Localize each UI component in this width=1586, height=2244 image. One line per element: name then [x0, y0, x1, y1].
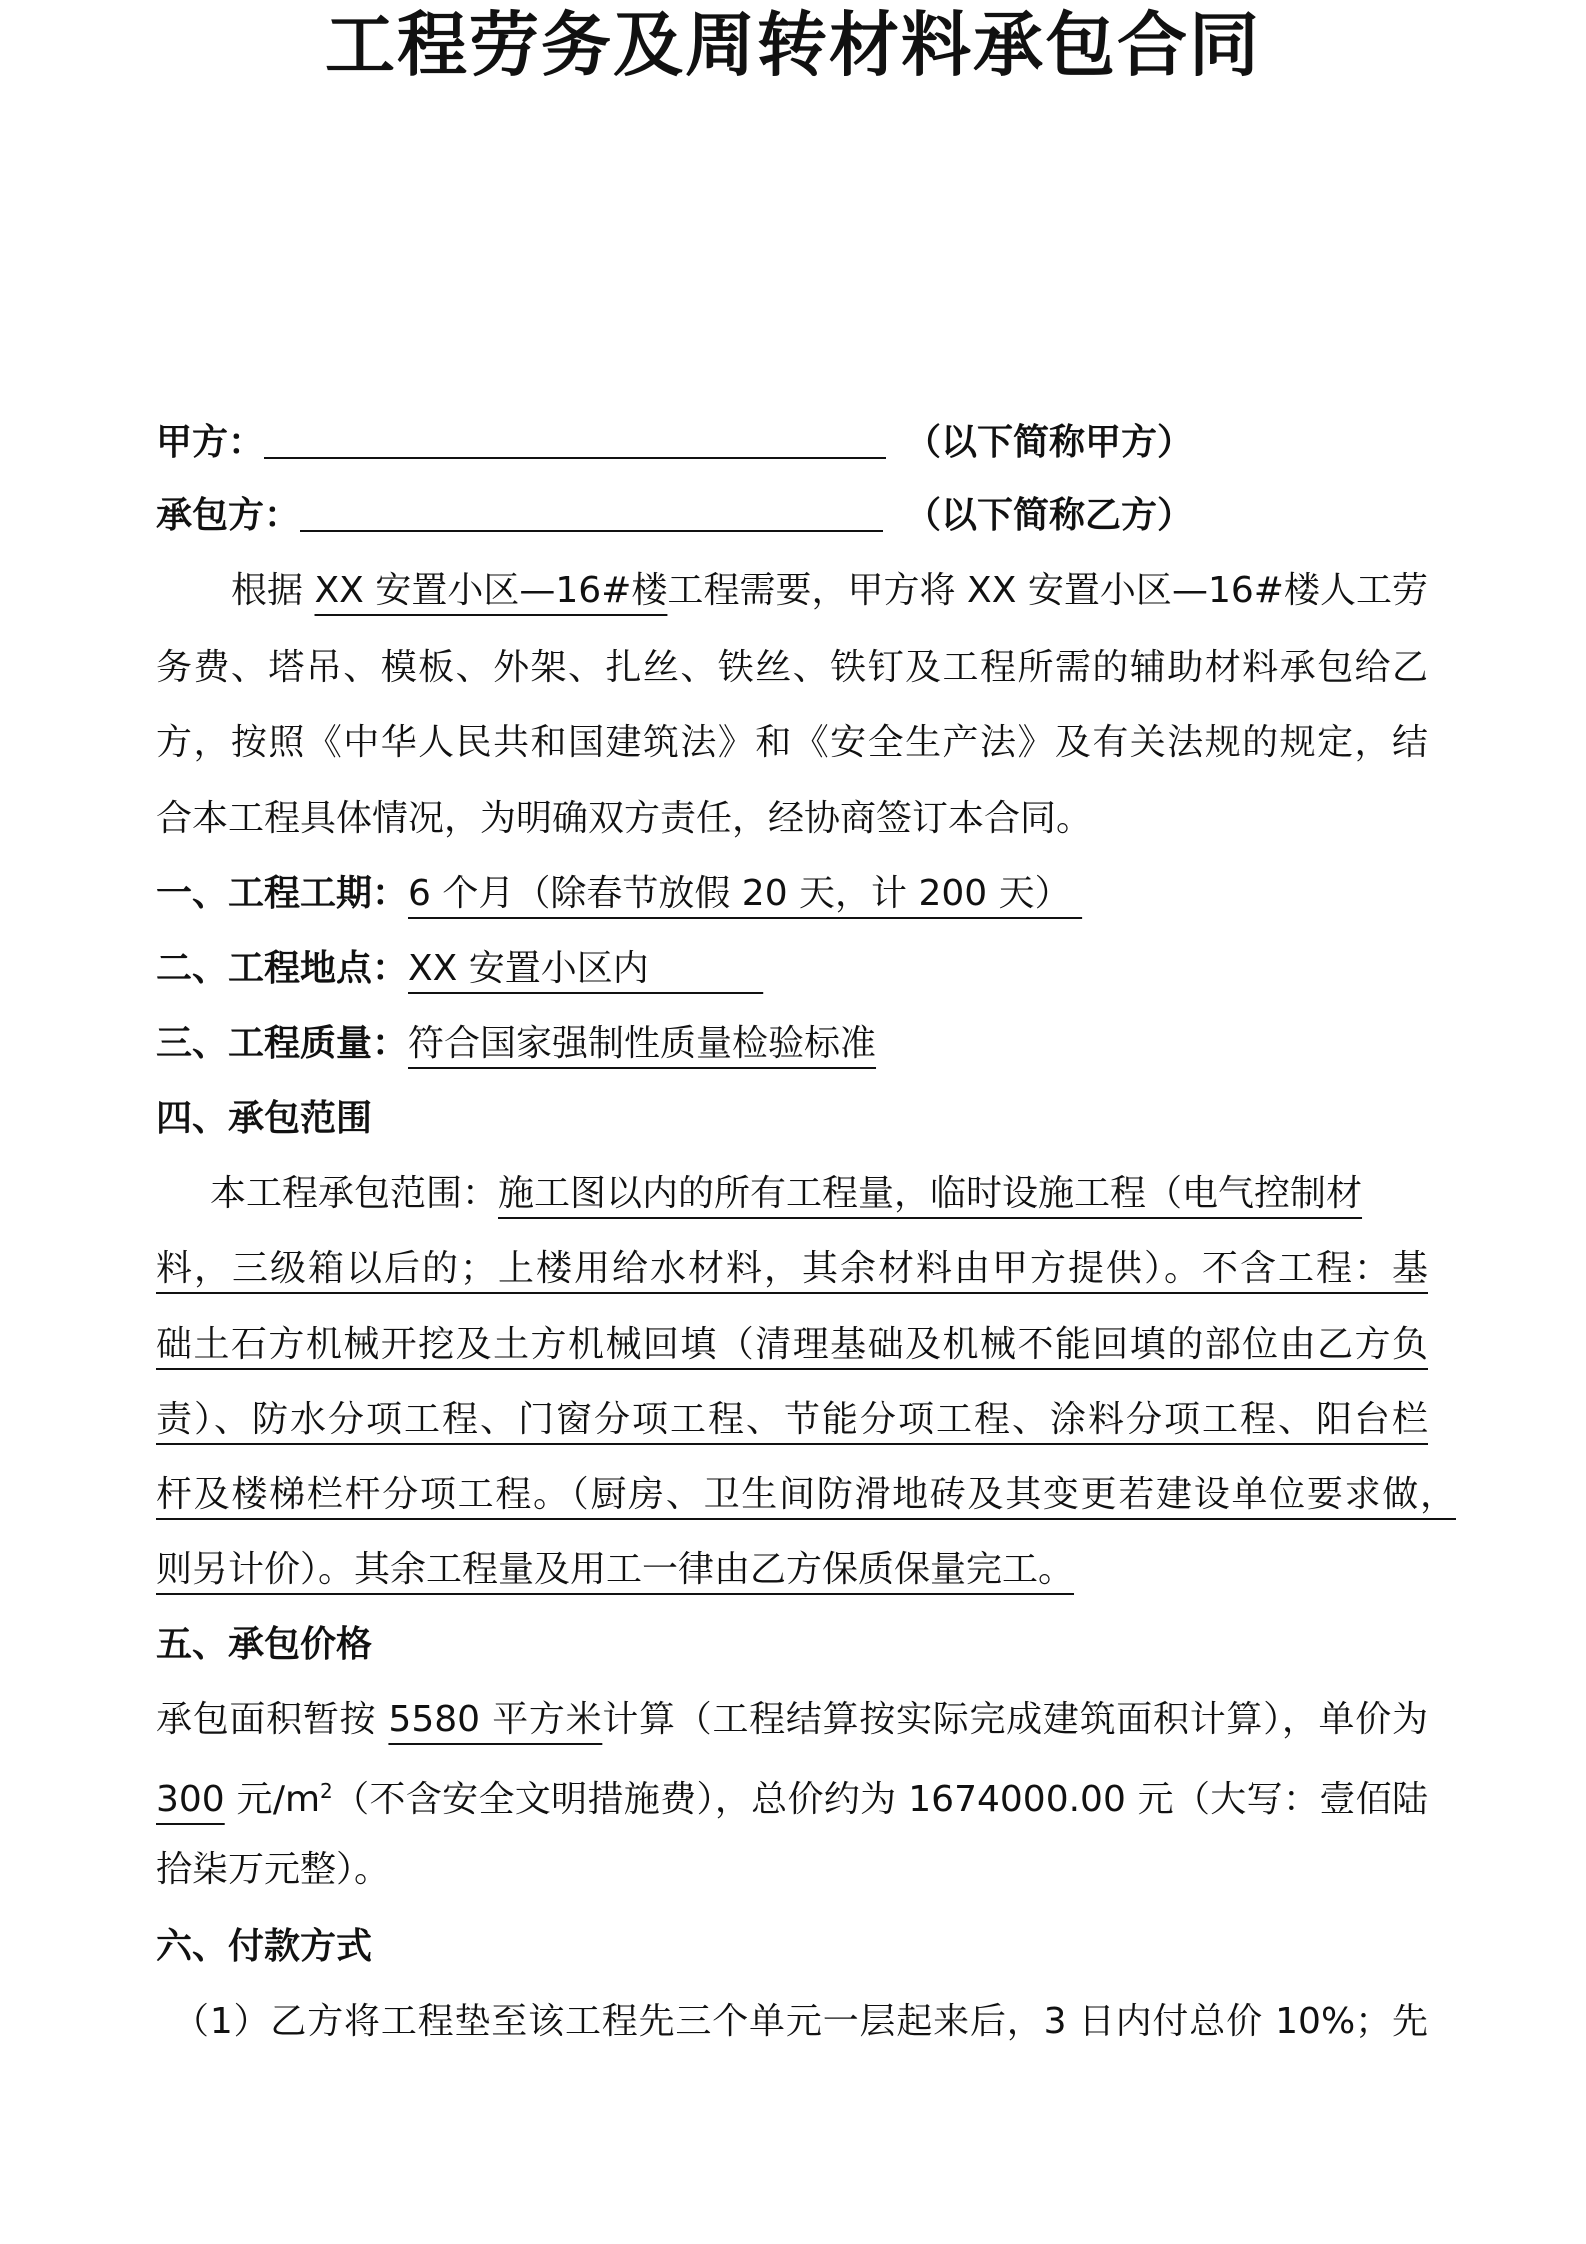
party-a-blank	[264, 413, 886, 459]
text-line	[156, 1540, 1428, 1600]
text-line	[156, 1840, 1428, 1900]
text-line	[156, 1390, 1428, 1450]
party-a-label: 甲方：	[156, 422, 265, 463]
text-line	[156, 1465, 1456, 1525]
text-segment: 拾柒万元整）。	[156, 1849, 391, 1890]
text-segment: 方，按照《中华人民共和国建筑法》和《安全生产法》及有关法规的规定，结	[156, 722, 1428, 763]
filled-field: XX 安置小区内	[408, 948, 764, 989]
text-line	[156, 713, 1428, 773]
text-segment: 本工程承包范围：	[210, 1173, 499, 1214]
filled-field: 料，三级箱以后的；上楼用给水材料，其余材料由甲方提供）。不含工程：基	[156, 1248, 1428, 1289]
text-segment: 二、工程地点：	[156, 948, 409, 989]
text-segment: 一、工程工期：	[156, 873, 409, 914]
text-segment: 承包面积暂按	[156, 1699, 389, 1740]
text-segment: 六、付款方式	[156, 1926, 373, 1967]
text-line	[156, 789, 1428, 849]
text-line	[156, 1315, 1428, 1375]
section-heading	[156, 1615, 1428, 1675]
text-line	[156, 1770, 1428, 1830]
section-heading	[156, 1089, 1428, 1149]
party-a-row	[156, 413, 1428, 473]
text-segment: 务费、塔吊、模板、外架、扎丝、铁丝、铁钉及工程所需的辅助材料承包给乙	[156, 647, 1428, 688]
text-segment: 五、承包价格	[156, 1624, 373, 1665]
text-segment: 根据	[231, 570, 315, 611]
text-line	[156, 1239, 1428, 1299]
text-segment: （不含安全文明措施费），总价约为 1674000.00 元（大写：壹佰陆	[332, 1779, 1428, 1820]
party-a-note: （以下简称甲方）	[905, 422, 1194, 463]
party-b-row	[156, 486, 1428, 546]
section-heading	[156, 1917, 1428, 1977]
filled-field: 300	[156, 1779, 225, 1820]
text-line	[156, 1014, 1428, 1074]
filled-field: 5580 平方米	[388, 1699, 603, 1740]
text-segment: 工程需要，甲方将 XX 安置小区—16#楼人工劳	[667, 570, 1428, 611]
party-b-label: 承包方：	[156, 495, 301, 536]
filled-field: 责）、防水分项工程、门窗分项工程、节能分项工程、涂料分项工程、阳台栏	[156, 1399, 1428, 1440]
text-segment: 元/m	[224, 1779, 321, 1820]
party-b-note: （以下简称乙方）	[905, 495, 1194, 536]
text-segment: 2	[320, 1779, 333, 1803]
text-line	[156, 638, 1428, 698]
party-b-blank	[300, 486, 883, 532]
text-segment: （1）乙方将工程垫至该工程先三个单元一层起来后，3 日内付总价 10%；先	[173, 2001, 1428, 2042]
filled-field: 础土石方机械开挖及土方机械回填（清理基础及机械不能回填的部位由乙方负	[156, 1324, 1428, 1365]
filled-field: 则另计价）。其余工程量及用工一律由乙方保质保量完工。	[156, 1549, 1075, 1590]
filled-field: 符合国家强制性质量检验标准	[408, 1023, 877, 1064]
filled-field: 6 个月（除春节放假 20 天，计 200 天）	[408, 873, 1083, 914]
text-segment: 计算（工程结算按实际完成建筑面积计算），单价为	[602, 1699, 1428, 1740]
document-title: 工程劳务及周转材料承包合同	[325, 4, 1261, 86]
text-segment: 四、承包范围	[156, 1098, 373, 1139]
filled-field: 施工图以内的所有工程量，临时设施工程（电气控制材	[498, 1173, 1363, 1214]
filled-field: XX 安置小区—16#楼	[314, 570, 668, 611]
filled-field: 杆及楼梯栏杆分项工程。（厨房、卫生间防滑地砖及其变更若建设单位要求做，	[156, 1474, 1456, 1515]
text-line	[156, 864, 1428, 924]
text-line	[156, 939, 1428, 999]
text-line	[231, 561, 1428, 621]
text-segment: 合本工程具体情况，为明确双方责任，经协商签订本合同。	[156, 798, 1093, 839]
text-line	[173, 1992, 1428, 2052]
text-segment: 三、工程质量：	[156, 1023, 409, 1064]
text-line	[156, 1690, 1428, 1750]
text-line	[210, 1164, 1428, 1224]
